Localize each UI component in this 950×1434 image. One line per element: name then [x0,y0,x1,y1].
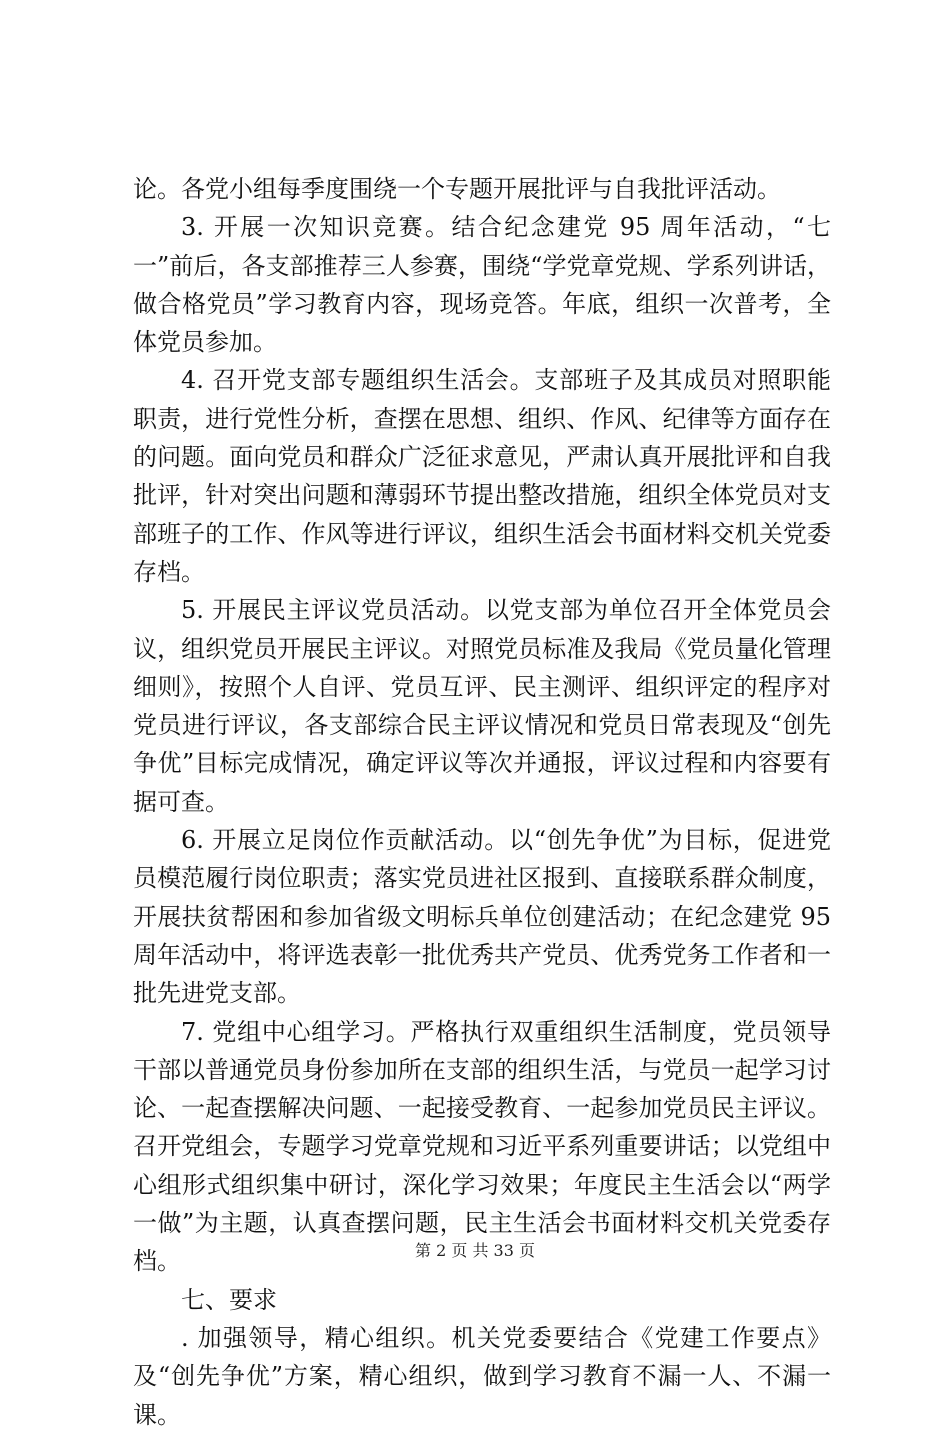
paragraph-item-3: 3. 开展一次知识竞赛。结合纪念建党 95 周年活动，“七一”前后，各支部推荐三人参赛，围绕“学党章党规、学系列讲话，做合格党员”学习教育内容，现场竞答。年底，组织一次普考，全体党员参加。 [133,213,831,357]
paragraph-item-7: 7. 党组中心组学习。严格执行双重组织生活制度，党员领导干部以普通党员身份参加所在支部的组织生活，与党员一起学习讨论、一起查摆解决问题、一起接受教育、一起参加党员民主评议。召开党组会，专题学习党章党规和习近平系列重要讲话；以党组中心组形式组织集中研讨，深化学习效果；年度民主生活会以“两学一做”为主题，认真查摆问题，民主生活会书面材料交机关党委存档。 [133,1017,831,1276]
paragraph-requirement-1: . 加强领导，精心组织。机关党委要结合《党建工作要点》及“创先争优”方案，精心组织，做到学习教育不漏一人、不漏一课。 [133,1323,831,1429]
paragraph-item-5: 5. 开展民主评议党员活动。以党支部为单位召开全体党员会议，组织党员开展民主评议。对照党员标准及我局《党员量化管理细则》，按照个人自评、党员互评、民主测评、组织评定的程序对党员进行评议，各支部综合民主评议情况和党员日常表现及“创先争优”目标完成情况，确定评议等次并通报，评议过程和内容要有据可查。 [133,596,831,816]
paragraph-item-4: 4. 召开党支部专题组织生活会。支部班子及其成员对照职能职责，进行党性分析，查摆在思想、组织、作风、纪律等方面存在的问题。面向党员和群众广泛征求意见，严肃认真开展批评和自我批评，针对突出问题和薄弱环节提出整改措施，组织全体党员对支部班子的工作、作风等进行评议，组织生活会书面材料交机关党委存档。 [133,366,831,586]
page-number-footer: 第 2 页 共 33 页 [415,1241,535,1260]
paragraph-continuation: 论。各党小组每季度围绕一个专题开展批评与自我批评活动。 [133,175,781,203]
section-heading-requirements: 七、要求 [181,1285,277,1314]
paragraph-item-6: 6. 开展立足岗位作贡献活动。以“创先争优”为目标，促进党员模范履行岗位职责；落实党员进社区报到、直接联系群众制度，开展扶贫帮困和参加省级文明标兵单位创建活动；在纪念建党 95 周年活动中，将评选表彰一批优秀共产党员、优秀党务工作者和一批先进党支部。 [133,826,831,1008]
